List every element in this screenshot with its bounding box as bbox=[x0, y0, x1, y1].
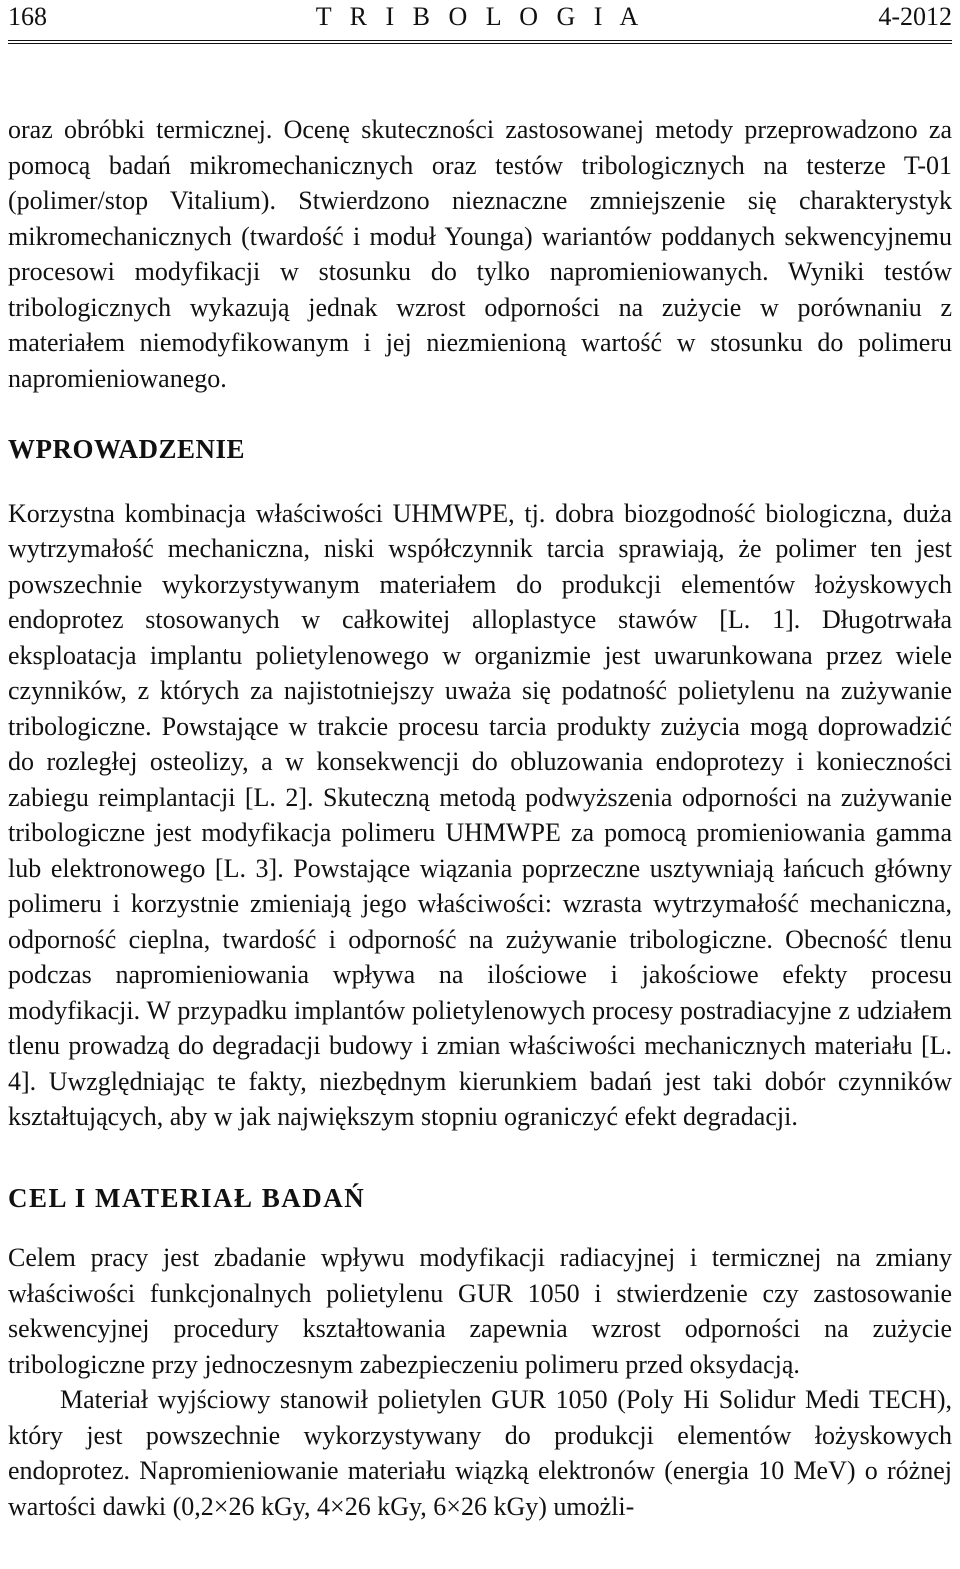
abstract-paragraph: oraz obróbki termicznej. Ocenę skuteczności zastosowanej metody przeprowadzono za pomocą badań mikromechanicznych oraz testów tribologicznych na testerze T-01 (polimer/stop Vitalium). Stwierdzono nieznaczne zmniejszenie się charakterystyk mikromechanicznych (twardość i moduł Younga) wariantów poddanych sekwencyjnemu procesowi modyfikacji w stosunku do tylko napromieniowanych. Wyniki testów tribologicznych wykazują jednak wzrost odporności na zużycie w porównaniu z materiałem niemodyfikowanym i jej niezmienioną wartość w stosunku do polimeru napromieniowanego. bbox=[8, 115, 952, 393]
page-number: 168 bbox=[8, 2, 47, 31]
aim-paragraph: Celem pracy jest zbadanie wpływu modyfikacji radiacyjnej i termicznej na zmiany właściwości funkcjonalnych polietylenu GUR 1050 i stwierdzenie czy zastosowanie sekwencyjnej procedury kształtowania zapewnia wzrost odporności na zużycie tribologiczne przy jednoczesnym zabezpieczeniu polimeru przed oksydacją. bbox=[8, 1243, 952, 1379]
material-paragraph: Materiał wyjściowy stanowił polietylen GUR 1050 (Poly Hi Solidur Medi TECH), który jest powszechnie wykorzystywany do produkcji elementów łożyskowych endoprotez. Napromieniowanie materiału wiązką elektronów (energia 10 MeV) o różnej wartości dawki (0,2×26 kGy, 4×26 kGy, 6×26 kGy) umożli- bbox=[8, 1385, 952, 1521]
page-body bbox=[8, 112, 952, 1524]
section-heading-aim-and-material: CEL I MATERIAŁ BADAŃ bbox=[8, 1182, 366, 1213]
issue-number: 4-2012 bbox=[878, 2, 952, 31]
running-header bbox=[8, 0, 952, 42]
header-rule bbox=[8, 40, 952, 44]
introduction-paragraph: Korzystna kombinacja właściwości UHMWPE, tj. dobra biozgodność biologiczna, duża wytrzymałość mechaniczna, niski współczynnik tarcia sprawiają, że polimer ten jest powszechnie wykorzystywanym materiałem do produkcji elementów łożyskowych endoprotez stosowanych w całkowitej alloplastyce stawów [L. 1]. Długotrwała eksploatacja implantu polietylenowego w organizmie jest uwarunkowana przez wiele czynników, z których za najistotniejszy uważa się podatność polietylenu na zużywanie tribologiczne. Powstające w trakcie procesu tarcia produkty zużycia mogą doprowadzić do rozległej osteolizy, a w konsekwencji do obluzowania endoprotezy i konieczności zabiegu reimplantacji [L. 2]. Skuteczną metodą podwyższenia odporności na zużywanie tribologiczne jest modyfikacja polimeru UHMWPE za pomocą promieniowania gamma lub elektronowego [L. 3]. Powstające wiązania poprzeczne usztywniają łańcuch główny polimeru i korzystnie zmieniają jego właściwości: wzrasta wytrzymałość mechaniczna, odporność cieplna, twardość i odporność na zużywanie tribologiczne. Obecność tlenu podczas napromieniowania wpływa na ilościowe i jakościowe efekty procesu modyfikacji. W przypadku implantów polietylenowych procesy postradiacyjne z udziałem tlenu prowadzą do degradacji budowy i zmian właściwości mechanicznych materiału [L. 4]. Uwzględniając te fakty, niezbędnym kierunkiem badań jest taki dobór czynników kształtujących, aby w jak największym stopniu ograniczyć efekt degradacji. bbox=[8, 498, 952, 1131]
journal-title: T R I B O L O G I A bbox=[315, 2, 645, 31]
section-heading-introduction: WPROWADZENIE bbox=[8, 434, 246, 464]
